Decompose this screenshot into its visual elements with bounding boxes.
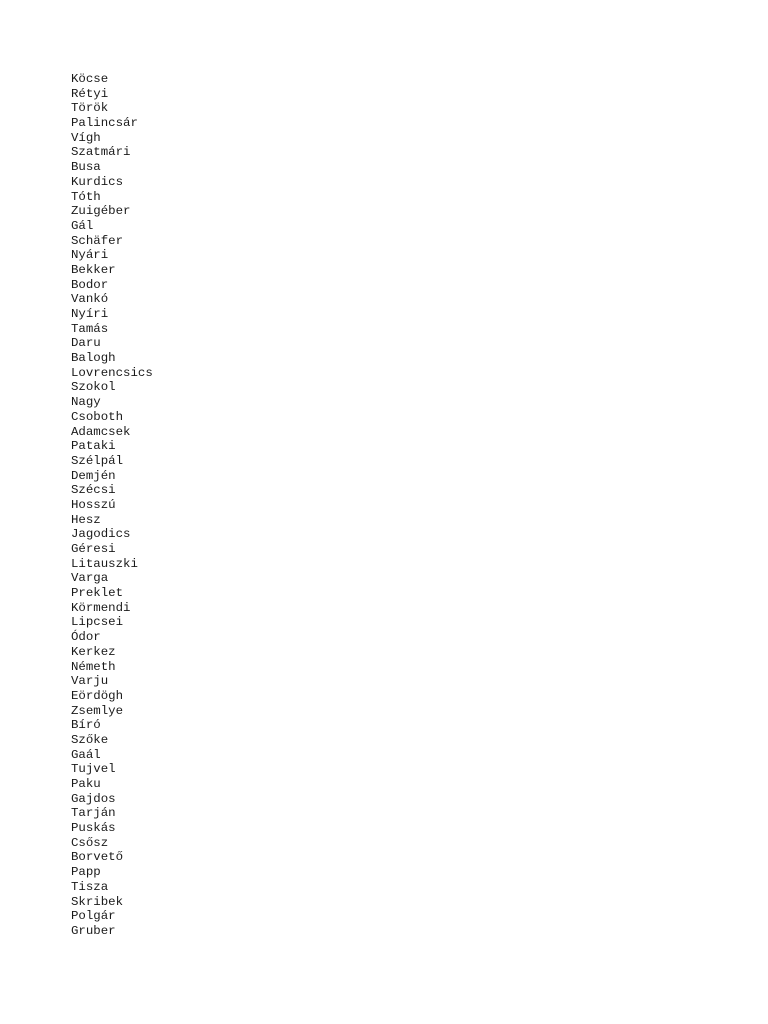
name-list-item: Pataki xyxy=(71,439,116,454)
name-list-item: Kerkez xyxy=(71,644,116,659)
name-list-item: Kurdics xyxy=(71,174,124,189)
name-list-item: Szatmári xyxy=(71,145,131,160)
name-list-item: Bekker xyxy=(71,262,116,277)
name-list-item: Nagy xyxy=(71,395,101,410)
name-list-item: Zuigéber xyxy=(71,204,131,219)
name-list-item: Tisza xyxy=(71,879,109,894)
name-list-item: Tóth xyxy=(71,189,101,204)
name-list-item: Daru xyxy=(71,336,101,351)
name-list-item: Busa xyxy=(71,160,101,175)
name-list-item: Hesz xyxy=(71,512,101,527)
name-list-item: Török xyxy=(71,101,109,116)
name-list-item: Zsemlye xyxy=(71,703,124,718)
name-list-item: Adamcsek xyxy=(71,424,131,439)
name-list-item: Eördögh xyxy=(71,688,124,703)
name-list-item: Puskás xyxy=(71,821,116,836)
name-list-item: Varga xyxy=(71,571,109,586)
name-list-item: Vígh xyxy=(71,130,101,145)
name-list-item: Bodor xyxy=(71,277,109,292)
name-list-item: Rétyi xyxy=(71,86,109,101)
name-list-item: Nyíri xyxy=(71,307,109,321)
name-list-item: Szőke xyxy=(71,732,109,747)
name-list-item: Borvető xyxy=(71,850,124,865)
name-list-item: Lipcsei xyxy=(71,615,124,630)
name-list-item: Gruber xyxy=(71,923,116,938)
name-list-item: Varju xyxy=(71,674,109,689)
name-list-item: Vankó xyxy=(71,292,109,307)
name-list-item: Csősz xyxy=(71,835,109,850)
name-list-item: Németh xyxy=(71,659,116,674)
name-list-item: Hosszú xyxy=(71,497,116,512)
name-list-item: Preklet xyxy=(71,586,124,601)
name-list-item: Demjén xyxy=(71,468,116,483)
name-list-item: Géresi xyxy=(71,542,116,556)
name-list-item: Csoboth xyxy=(71,409,124,424)
name-list-item: Palincsár xyxy=(71,116,138,131)
name-list-item: Ódor xyxy=(71,630,101,645)
name-list-item: Litauszki xyxy=(71,556,138,571)
name-list-item: Tujvel xyxy=(71,762,116,777)
name-list-item: Jagodics xyxy=(71,527,131,542)
name-list-item: Gál xyxy=(71,218,94,233)
name-list-item: Szélpál xyxy=(71,453,124,468)
name-list-item: Körmendi xyxy=(71,600,131,615)
name-list-item: Szécsi xyxy=(71,483,116,498)
name-list-item: Szokol xyxy=(71,380,116,395)
name-list-item: Papp xyxy=(71,865,101,880)
name-list-item: Tamás xyxy=(71,321,109,336)
name-list-item: Gajdos xyxy=(71,791,116,806)
name-list-item: Gaál xyxy=(71,747,101,762)
name-list-item: Skribek xyxy=(71,894,124,909)
name-list-item: Nyári xyxy=(71,248,109,263)
name-list-item: Bíró xyxy=(71,718,101,733)
name-list xyxy=(71,72,153,939)
name-list-item: Lovrencsics xyxy=(71,365,153,380)
name-list-item: Tarján xyxy=(71,806,116,821)
name-list-item: Schäfer xyxy=(71,233,124,248)
name-list-item: Polgár xyxy=(71,909,116,924)
name-list-item: Köcse xyxy=(71,72,109,86)
name-list-item: Paku xyxy=(71,777,101,791)
name-list-item: Balogh xyxy=(71,351,116,366)
